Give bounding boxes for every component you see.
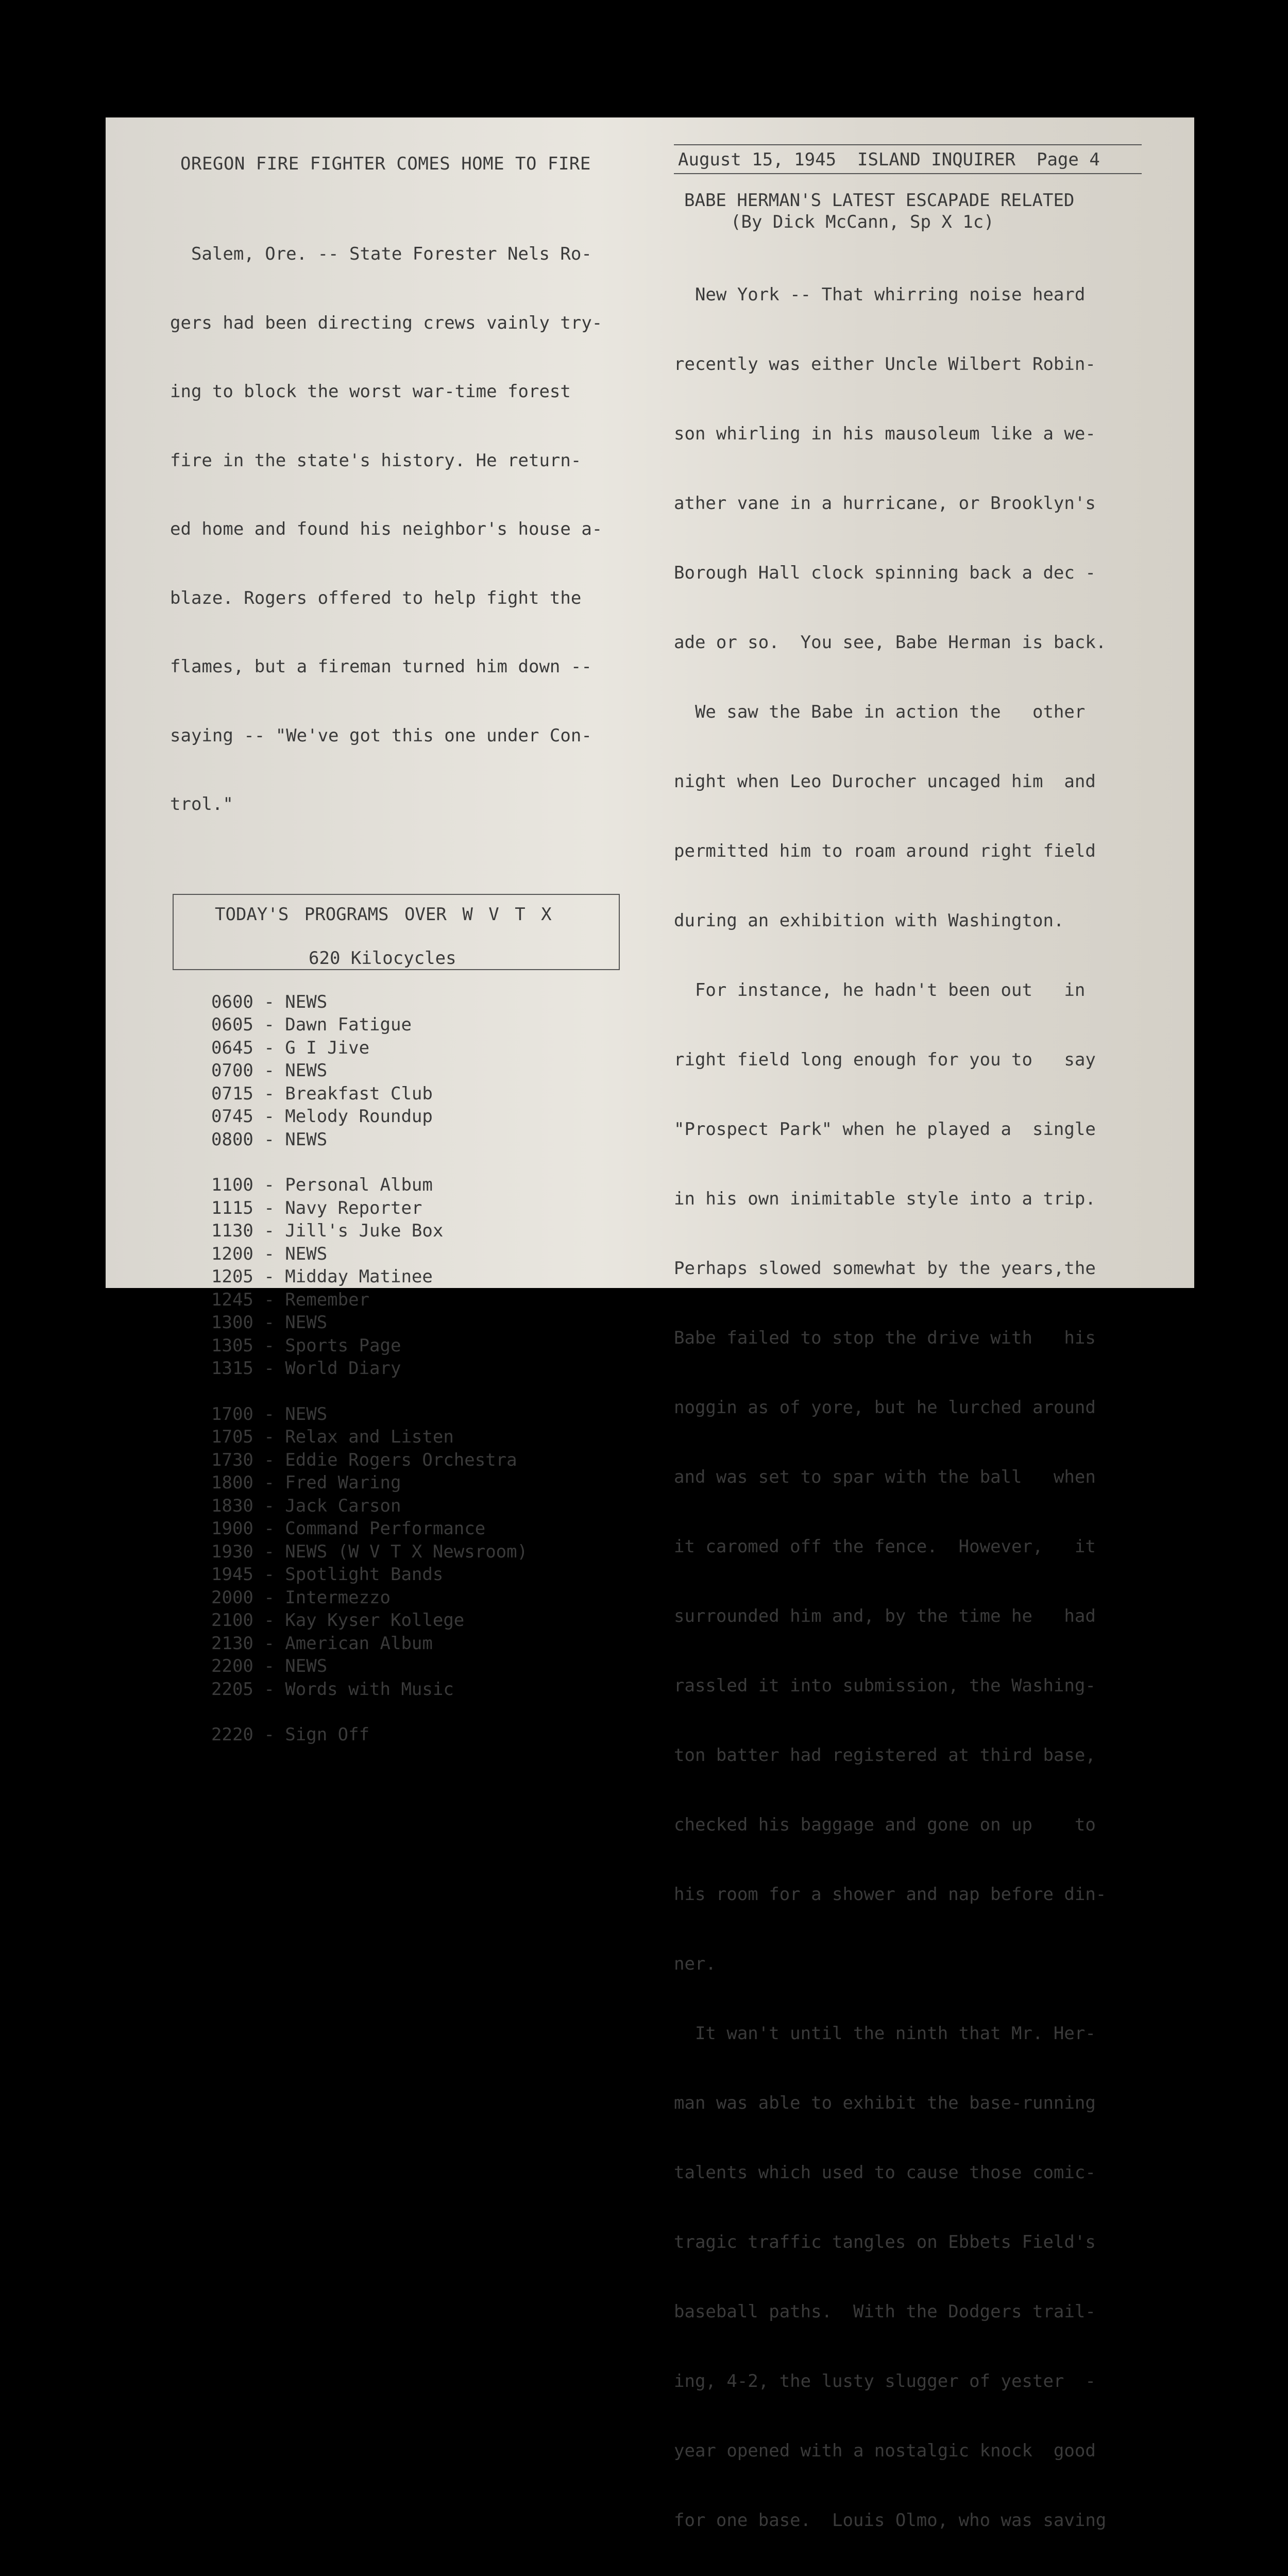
- newspaper-page: [106, 117, 1194, 2531]
- schedule-row: 1300 - NEWS: [211, 1312, 328, 1333]
- schedule-row: 1205 - Midday Matinee: [211, 1266, 433, 1287]
- schedule-row: 1100 - Personal Album: [211, 1175, 433, 1195]
- schedule-row: 2220 - Sign Off: [211, 1724, 370, 1745]
- schedule-row: 1115 - Navy Reporter: [211, 1197, 422, 1218]
- schedule-group-evening: [211, 1403, 629, 1701]
- schedule-row: 2200 - NEWS: [211, 1656, 328, 1676]
- story-line: Perhaps slowed somewhat by the years,the: [674, 1258, 1096, 1279]
- schedule-row: 1945 - Spotlight Bands: [211, 1564, 444, 1585]
- story-line: rassled it into submission, the Washing-: [674, 1675, 1096, 1696]
- story-line: for one base. Louis Olmo, who was saving: [674, 2510, 1107, 2531]
- babe-herman-headline: BABE HERMAN'S LATEST ESCAPADE RELATED: [684, 190, 1075, 211]
- story-line: blaze. Rogers offered to help fight the: [170, 587, 582, 608]
- story-line: Salem, Ore. -- State Forester Nels Ro-: [170, 244, 592, 264]
- schedule-group-morning: [211, 991, 629, 1151]
- story-line: ed home and found his neighbor's house a-: [170, 519, 603, 539]
- story-line: it caromed off the fence. However, it: [674, 1536, 1096, 1557]
- schedule-row: 1800 - Fred Waring: [211, 1472, 401, 1493]
- story-line: ing, 4-2, the lusty slugger of yester -: [674, 2371, 1096, 2392]
- story-line: saying -- "We've got this one under Con-: [170, 725, 592, 746]
- story-line: Borough Hall clock spinning back a dec -: [674, 563, 1096, 583]
- story-line: during an exhibition with Washington.: [674, 910, 1064, 931]
- story-line: surrounded him and, by the time he had: [674, 1606, 1096, 1626]
- story-line: Babe failed to stop the drive with his: [674, 1328, 1096, 1348]
- story-line: "Prospect Park" when he played a single: [674, 1119, 1096, 1140]
- story-line: his room for a shower and nap before din-: [674, 1884, 1107, 1905]
- story-line: and was set to spar with the ball when: [674, 1467, 1096, 1487]
- schedule-row: 1900 - Command Performance: [211, 1518, 486, 1539]
- program-box-title: TODAY'S PROGRAMS OVER W V T X: [215, 904, 552, 925]
- schedule-group-midday: [211, 1174, 629, 1380]
- story-line: ton batter had registered at third base,: [674, 1745, 1096, 1766]
- story-line: night when Leo Durocher uncaged him and: [674, 771, 1096, 792]
- schedule-row: 0600 - NEWS: [211, 991, 328, 1012]
- program-schedule: [211, 991, 629, 1747]
- schedule-row: 1200 - NEWS: [211, 1243, 328, 1264]
- program-box-frequency: 620 Kilocycles: [309, 947, 456, 969]
- schedule-row: 1245 - Remember: [211, 1289, 370, 1310]
- story-line: checked his baggage and gone on up to: [674, 1815, 1096, 1835]
- schedule-row: 2100 - Kay Kyser Kollege: [211, 1610, 465, 1631]
- story-line: noggin as of yore, but he lurched around: [674, 1397, 1096, 1418]
- schedule-row: 0745 - Melody Roundup: [211, 1106, 433, 1127]
- story-line: gers had been directing crews vainly try-: [170, 312, 603, 333]
- left-column: [170, 154, 629, 1769]
- story-line: trol.": [170, 794, 233, 815]
- byline: (By Dick McCann, Sp X 1c): [731, 212, 994, 232]
- story-line: year opened with a nostalgic knock good: [674, 2441, 1096, 2461]
- story-line: permitted him to roam around right field: [674, 841, 1096, 861]
- schedule-row: 0605 - Dawn Fatigue: [211, 1014, 412, 1035]
- story-line: talents which used to cause those comic-: [674, 2162, 1096, 2183]
- babe-herman-story: [674, 237, 1189, 2576]
- story-line: tragic traffic tangles on Ebbets Field's: [674, 2232, 1096, 2252]
- schedule-row: 1705 - Relax and Listen: [211, 1427, 454, 1447]
- schedule-row: 0715 - Breakfast Club: [211, 1083, 433, 1104]
- story-line: ner.: [674, 1954, 716, 1974]
- story-line: For instance, he hadn't been out in: [674, 980, 1086, 1001]
- schedule-row: 1130 - Jill's Juke Box: [211, 1221, 444, 1241]
- story-line: fire in the state's history. He return-: [170, 450, 582, 471]
- schedule-row: 0645 - G I Jive: [211, 1037, 370, 1058]
- story-line: right field long enough for you to say: [674, 1049, 1096, 1070]
- dateline: August 15, 1945 ISLAND INQUIRER Page 4: [674, 144, 1142, 174]
- schedule-row: 1830 - Jack Carson: [211, 1495, 401, 1516]
- schedule-row: 1315 - World Diary: [211, 1358, 401, 1379]
- story-line: son whirling in his mausoleum like a we-: [674, 423, 1096, 444]
- story-line: ing to block the worst war-time forest: [170, 381, 571, 402]
- schedule-row: 0700 - NEWS: [211, 1060, 328, 1081]
- schedule-row: 1730 - Eddie Rogers Orchestra: [211, 1449, 517, 1470]
- schedule-row: 1700 - NEWS: [211, 1403, 328, 1425]
- story-line: flames, but a fireman turned him down --: [170, 656, 592, 677]
- story-line: It wan't until the ninth that Mr. Her-: [674, 2023, 1096, 2044]
- story-line: New York -- That whirring noise heard: [674, 284, 1086, 305]
- schedule-row: 2000 - Intermezzo: [211, 1587, 391, 1608]
- schedule-row: 1930 - NEWS (W V T X Newsroom): [211, 1541, 528, 1562]
- story-line: ather vane in a hurricane, or Brooklyn's: [674, 493, 1096, 514]
- story-line: man was able to exhibit the base-running: [674, 2093, 1096, 2113]
- program-box: [173, 894, 620, 970]
- schedule-row: 2205 - Words with Music: [211, 1679, 454, 1700]
- schedule-row: 0800 - NEWS: [211, 1129, 328, 1150]
- right-column: [674, 144, 1189, 2576]
- fire-story-body: [170, 197, 629, 862]
- story-line: recently was either Uncle Wilbert Robin-: [674, 354, 1096, 375]
- story-line: in his own inimitable style into a trip.: [674, 1189, 1096, 1209]
- story-line: We saw the Babe in action the other: [674, 702, 1086, 722]
- story-line: ade or so. You see, Babe Herman is back.: [674, 632, 1107, 653]
- schedule-row: 1305 - Sports Page: [211, 1335, 401, 1356]
- fire-story-headline: OREGON FIRE FIGHTER COMES HOME TO FIRE: [180, 154, 591, 174]
- schedule-row: 2130 - American Album: [211, 1633, 433, 1654]
- schedule-group-signoff: [211, 1723, 629, 1747]
- story-line: baseball paths. With the Dodgers trail-: [674, 2301, 1096, 2322]
